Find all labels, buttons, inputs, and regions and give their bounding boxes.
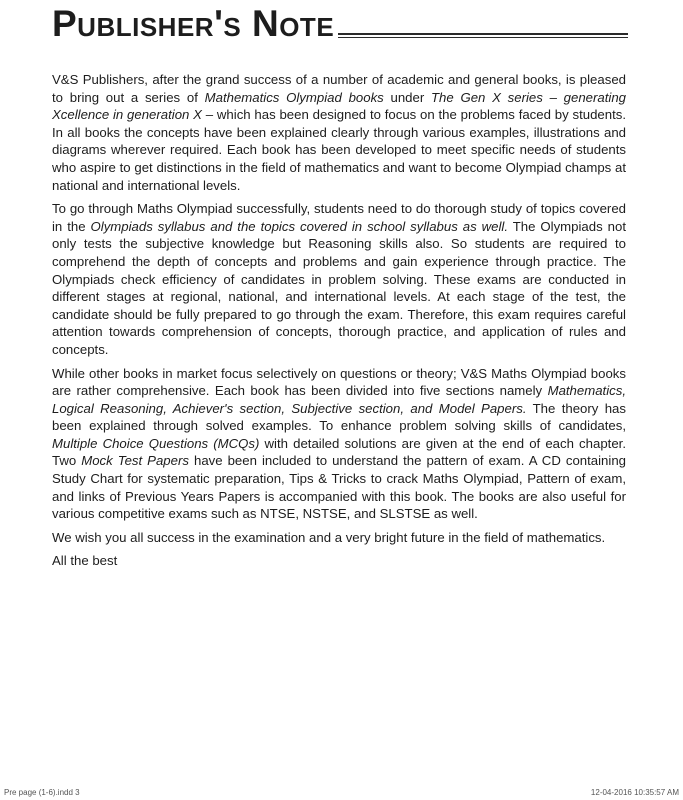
text-run: have been included to understand the pattern of exam. A CD containing Study Chart for systematic preparation, Tips & Tricks to crack Maths Olympiad, Pattern of exam, and links of Previous Years Papers is accompanied with this book. The books are also useful for various competitive exams such as NTSE, NSTSE, and SLSTSE as well. [52, 453, 626, 522]
emphasis-run: Mathematics Olympiad books [204, 89, 384, 105]
print-timestamp: 12-04-2016 10:35:57 AM [590, 788, 679, 797]
emphasis-run: The Gen X series – generating Xcellence in generation X [52, 89, 626, 123]
text-run: V&S Publishers, after the grand success of a number of academic and general books, is pleased to bring out a series of [52, 72, 626, 105]
text-run: – which has been designed to focus on the problems faced by students. In all books the concepts have been explained clearly through various examples, illustrations and diagrams wherever required. Each book has been developed to meet specific needs of students who aspire to get distinctions in the field of mathematics and want to become Olympiad champs at national and international levels. [52, 107, 626, 193]
title-underline [338, 33, 628, 35]
file-info: Pre page (1-6).indd 3 [4, 788, 80, 797]
paragraph-intro [52, 71, 626, 194]
text-run: under [383, 89, 431, 105]
emphasis-run: Olympiads syllabus and the topics covered in school syllabus as well. [90, 218, 509, 234]
text-run: with detailed solutions are given at the end of each chapter. Two [52, 435, 626, 469]
paragraph-wishes: We wish you all success in the examination and a very bright future in the field of mathematics. [52, 529, 606, 545]
text-run: The theory has been explained through solved examples. To enhance problem solving skills of candidates, [52, 400, 626, 434]
emphasis-run: Multiple Choice Questions (MCQs) [52, 435, 260, 451]
signoff: All the best [52, 553, 118, 569]
text-run: To go through Maths Olympiad successfully, students need to do thorough study of topics covered in the [52, 201, 626, 234]
emphasis-run: Mock Test Papers [81, 453, 189, 469]
paragraph-book-features [52, 365, 626, 523]
text-run: The Olympiads not only tests the subjective knowledge but Reasoning skills also. So students are required to comprehend the depth of concepts and problems and gain experience through practice. The Olympiads check efficiency of candidates in problem solving. These exams are conducted in different stages at regional, national, and international levels. At each stage of the test, the candidate should be fully prepared to go through the exam. Therefore, this exam requires careful attention towards comprehension of concepts, thorough practice, and application of rules and concepts. [52, 218, 626, 357]
note-body [52, 71, 626, 570]
print-slug [0, 788, 683, 800]
emphasis-run: Mathematics, Logical Reasoning, Achiever's section, Subjective section, and Model Papers. [52, 383, 626, 416]
paragraph-olympiad-prep [52, 200, 626, 358]
page-header [52, 2, 632, 46]
text-run: While other books in market focus selectively on questions or theory; V&S Maths Olympiad books are rather comprehensive. Each book has been divided into five sections namely [52, 365, 626, 399]
title-underline-thin [338, 37, 628, 38]
page-title: Publisher's Note [52, 3, 335, 44]
